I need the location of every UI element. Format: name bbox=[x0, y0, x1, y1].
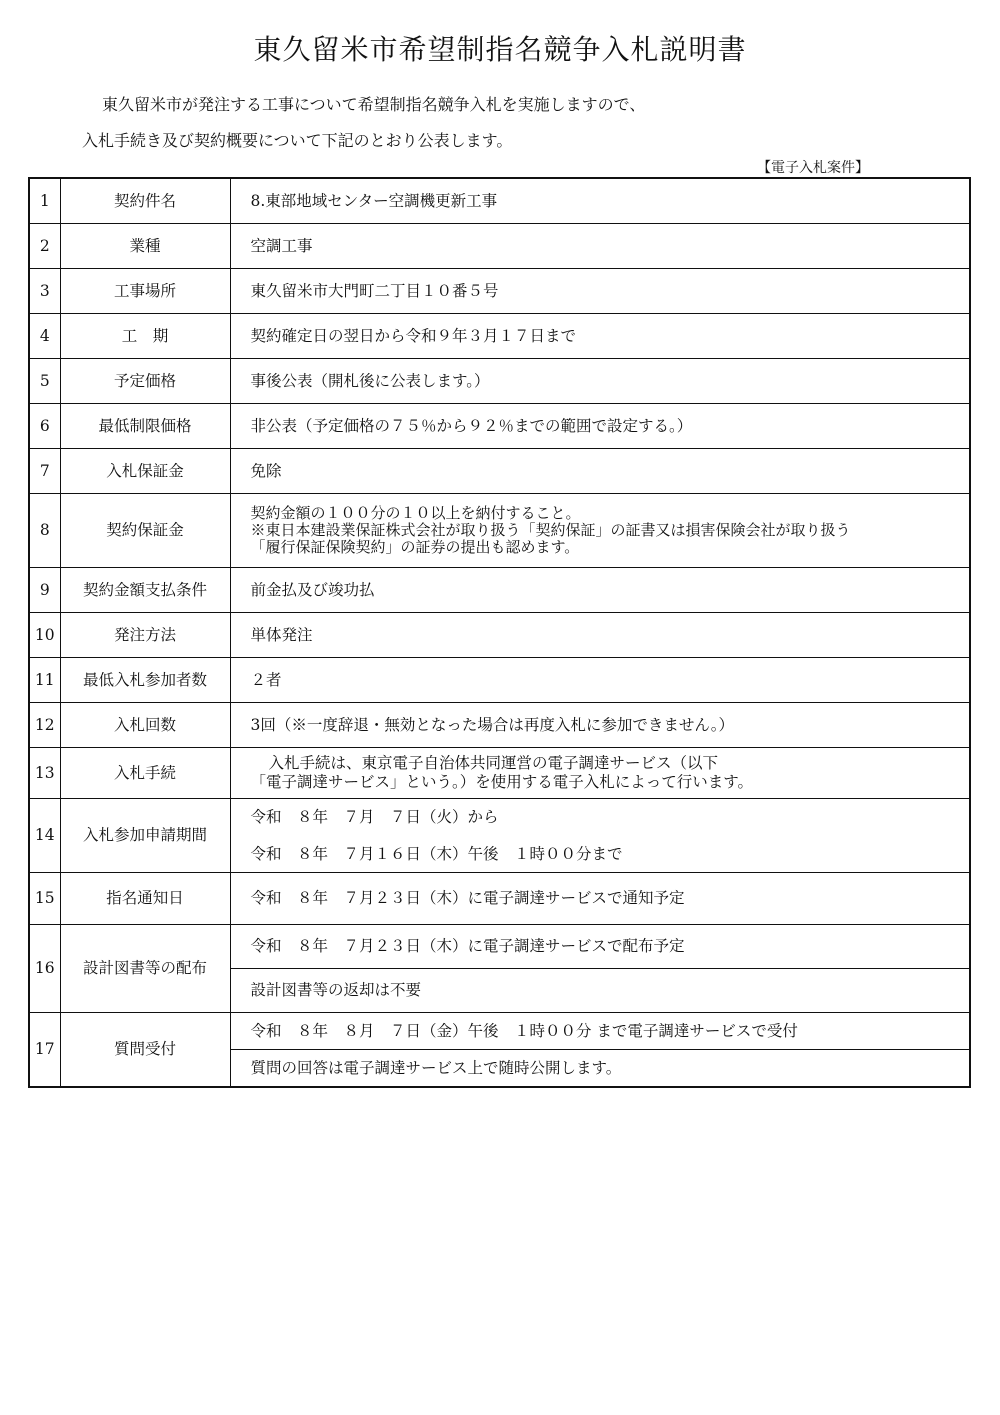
table-row bbox=[29, 449, 970, 494]
table-row bbox=[29, 703, 970, 748]
row-number: 11 bbox=[29, 658, 60, 703]
row-number: 7 bbox=[29, 449, 60, 494]
row-label: 予定価格 bbox=[60, 359, 230, 404]
row-label: 指名通知日 bbox=[60, 873, 230, 925]
table-row bbox=[29, 925, 970, 969]
row-label: 最低入札参加者数 bbox=[60, 658, 230, 703]
table-row bbox=[29, 178, 970, 224]
row-label: 業種 bbox=[60, 224, 230, 269]
row-label: 最低制限価格 bbox=[60, 404, 230, 449]
row-number: 9 bbox=[29, 568, 60, 613]
row-number: 15 bbox=[29, 873, 60, 925]
row-value: 設計図書等の返却は不要 bbox=[230, 969, 970, 1013]
row-value: 免除 bbox=[230, 449, 970, 494]
row-label: 工事場所 bbox=[60, 269, 230, 314]
row-value bbox=[230, 494, 970, 568]
row-label: 入札手続 bbox=[60, 748, 230, 799]
row-label: 契約保証金 bbox=[60, 494, 230, 568]
row-number: 16 bbox=[29, 925, 60, 1013]
table-row bbox=[29, 1013, 970, 1050]
table-row bbox=[29, 873, 970, 925]
row-number: 1 bbox=[29, 178, 60, 224]
row-number: 4 bbox=[29, 314, 60, 359]
table-row bbox=[29, 799, 970, 873]
row-label: 発注方法 bbox=[60, 613, 230, 658]
row-label: 入札保証金 bbox=[60, 449, 230, 494]
row-value bbox=[230, 799, 970, 873]
row-value: 前金払及び竣功払 bbox=[230, 568, 970, 613]
table-row bbox=[29, 404, 970, 449]
row-value: 令和 ８年 ８月 ７日（金）午後 １時００分 まで電子調達サービスで受付 bbox=[230, 1013, 970, 1050]
value-line: ※東日本建設業保証株式会社が取り扱う「契約保証」の証書又は損害保険会社が取り扱う bbox=[250, 520, 851, 539]
row-value: 3回（※一度辞退・無効となった場合は再度入札に参加できません。） bbox=[230, 703, 970, 748]
row-number: 17 bbox=[29, 1013, 60, 1088]
row-value: 非公表（予定価格の７５％から９２％までの範囲で設定する。） bbox=[230, 404, 970, 449]
row-number: 12 bbox=[29, 703, 60, 748]
row-label: 質問受付 bbox=[60, 1013, 230, 1088]
row-number: 6 bbox=[29, 404, 60, 449]
row-value: 8.東部地域センター空調機更新工事 bbox=[230, 178, 970, 224]
row-value: 事後公表（開札後に公表します。） bbox=[230, 359, 970, 404]
row-label: 設計図書等の配布 bbox=[60, 925, 230, 1013]
value-line: 令和 ８年 ７月 ７日（火）から bbox=[250, 807, 499, 826]
row-label: 入札回数 bbox=[60, 703, 230, 748]
row-number: 2 bbox=[29, 224, 60, 269]
table-row bbox=[29, 314, 970, 359]
table-row bbox=[29, 224, 970, 269]
row-value bbox=[230, 748, 970, 799]
row-value: ２者 bbox=[230, 658, 970, 703]
value-line: 「電子調達サービス」という。）を使用する電子入札によって行います。 bbox=[250, 773, 754, 791]
electronic-bid-tag: 【電子入札案件】 bbox=[757, 160, 869, 176]
table-row bbox=[29, 494, 970, 568]
row-value: 空調工事 bbox=[230, 224, 970, 269]
row-number: 3 bbox=[29, 269, 60, 314]
table-row bbox=[29, 748, 970, 799]
row-value: 東久留米市大門町二丁目１０番５号 bbox=[230, 269, 970, 314]
page-title: 東久留米市希望制指名競争入札説明書 bbox=[253, 33, 747, 66]
row-number: 5 bbox=[29, 359, 60, 404]
value-line: 「履行保証保険契約」の証券の提出も認めます。 bbox=[250, 538, 580, 557]
row-value: 質問の回答は電子調達サービス上で随時公開します。 bbox=[230, 1050, 970, 1088]
row-value: 単体発注 bbox=[230, 613, 970, 658]
bid-details-table bbox=[28, 177, 971, 1088]
row-number: 14 bbox=[29, 799, 60, 873]
table-row bbox=[29, 269, 970, 314]
row-number: 13 bbox=[29, 748, 60, 799]
table-row bbox=[29, 658, 970, 703]
value-line: 入札手続は、東京電子自治体共同運営の電子調達サービス（以下 bbox=[268, 754, 719, 773]
row-label: 契約件名 bbox=[60, 178, 230, 224]
value-line: 契約金額の１００分の１０以上を納付すること。 bbox=[250, 503, 581, 522]
row-value: 令和 ８年 ７月２３日（木）に電子調達サービスで配布予定 bbox=[230, 925, 970, 969]
table-row bbox=[29, 613, 970, 658]
value-line: 令和 ８年 ７月１６日（木）午後 １時００分まで bbox=[250, 845, 623, 863]
row-number: 10 bbox=[29, 613, 60, 658]
intro-line-2: 入札手続き及び契約概要について下記のとおり公表します。 bbox=[82, 131, 513, 150]
row-number: 8 bbox=[29, 494, 60, 568]
row-label: 契約金額支払条件 bbox=[60, 568, 230, 613]
table-row bbox=[29, 568, 970, 613]
intro-line-1: 東久留米市が発注する工事について希望制指名競争入札を実施しますので、 bbox=[102, 95, 646, 114]
row-value: 令和 ８年 ７月２３日（木）に電子調達サービスで通知予定 bbox=[230, 873, 970, 925]
row-label: 入札参加申請期間 bbox=[60, 799, 230, 873]
table-row bbox=[29, 359, 970, 404]
row-label: 工 期 bbox=[60, 314, 230, 359]
row-value: 契約確定日の翌日から令和９年３月１７日まで bbox=[230, 314, 970, 359]
